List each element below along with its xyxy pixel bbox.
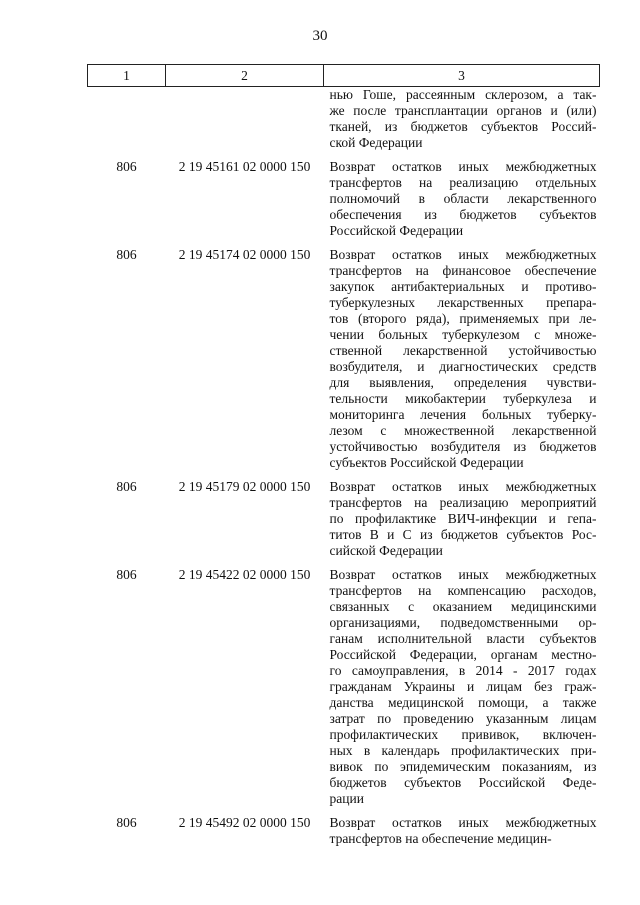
description-line: трансфертов на компенсацию расходов,: [329, 583, 597, 598]
description-line: субъектов Российской Федерации: [329, 455, 524, 470]
description-line: же после трансплантации органов и (или): [329, 103, 597, 118]
description-line: бюджетов субъектов Российской Феде-: [329, 775, 597, 790]
budget-classification-code-cell: 2 19 45179 02 0000 150: [178, 479, 311, 494]
description-line: трансфертов на финансовое обеспечение: [329, 263, 597, 278]
admin-code-cell: 806: [116, 479, 137, 494]
description-line: титов B и C из бюджетов субъектов Рос-: [329, 527, 597, 542]
budget-classification-code-cell: 2 19 45174 02 0000 150: [178, 247, 311, 262]
description-line: возбудителя, и диагностических средств: [329, 359, 597, 374]
description-cell: [324, 815, 600, 855]
description-line: гражданам Украины и лицам без граж-: [329, 679, 597, 694]
description-cell: [324, 247, 600, 479]
description-line: чении больных туберкулезом с множе-: [329, 327, 597, 342]
admin-code-cell: [88, 87, 166, 160]
description-line: ской Федерации: [329, 135, 423, 150]
description-line: тов (второго ряда), применяемых при ле-: [329, 311, 597, 326]
budget-classification-code-cell: [166, 87, 324, 160]
description-line: го самоуправления, в 2014 - 2017 годах: [329, 663, 597, 678]
table-row: [88, 479, 600, 567]
admin-code-cell: 806: [116, 567, 137, 582]
column-header-1: 1: [88, 65, 166, 87]
description-line: профилактических прививок, включен-: [329, 727, 597, 742]
table-body: [88, 87, 600, 856]
description-line: ственной лекарственной устойчивостью: [329, 343, 597, 358]
description-line: по профилактике ВИЧ-инфекции и гепа-: [329, 511, 597, 526]
description-line: Возврат остатков иных межбюджетных: [329, 479, 597, 494]
description-line: закупок антибактериальных и противо-: [329, 279, 597, 294]
description-line: связанных с оказанием медицинскими: [329, 599, 597, 614]
budget-classification-code-cell: 2 19 45492 02 0000 150: [178, 815, 311, 830]
description-line: Возврат остатков иных межбюджетных: [329, 247, 597, 262]
description-line: тельности микобактерии туберкулеза и: [329, 391, 597, 406]
description-line: ных в календарь профилактических при-: [329, 743, 597, 758]
admin-code-cell: 806: [116, 159, 137, 174]
description-line: Возврат остатков иных межбюджетных: [329, 159, 597, 174]
description-line: Возврат остатков иных межбюджетных: [329, 567, 597, 582]
description-line: мониторинга лечения больных туберку-: [329, 407, 597, 422]
table-row: [88, 567, 600, 815]
description-line: организациями, подведомственными ор-: [329, 615, 597, 630]
description-line: ганам исполнительной власти субъектов: [329, 631, 597, 646]
description-line: лезом с множественной лекарственной: [329, 423, 597, 438]
description-line: затрат по проведению указанным лицам: [329, 711, 597, 726]
table-row: [88, 247, 600, 479]
admin-code-cell: 806: [116, 247, 137, 262]
column-header-2: 2: [166, 65, 324, 87]
budget-classification-code-cell: 2 19 45161 02 0000 150: [178, 159, 311, 174]
description-line: тканей, из бюджетов субъектов Россий-: [329, 119, 597, 134]
description-line: устойчивостью возбудителя из бюджетов: [329, 439, 597, 454]
description-cell: [324, 159, 600, 247]
description-cell: [324, 87, 600, 160]
table-row: [88, 815, 600, 855]
table-row: [88, 87, 600, 160]
description-line: для выявления, определения чувстви-: [329, 375, 597, 390]
description-line: сийской Федерации: [329, 543, 443, 558]
table-header-row: [88, 65, 600, 87]
description-line: трансфертов на обеспечение медицин-: [329, 831, 552, 846]
description-line: рации: [329, 791, 364, 806]
description-line: Российской Федерации: [329, 223, 464, 238]
description-line: трансфертов на реализацию мероприятий: [329, 495, 597, 510]
table-row: [88, 159, 600, 247]
description-line: трансфертов на реализацию отдельных: [329, 175, 597, 190]
description-line: туберкулезных лекарственных препара-: [329, 295, 597, 310]
description-line: данства медицинской помощи, а также: [329, 695, 597, 710]
description-cell: [324, 567, 600, 815]
description-line: полномочий в области лекарственного: [329, 191, 597, 206]
description-line: обеспечения из бюджетов субъектов: [329, 207, 597, 222]
budget-classification-code-cell: 2 19 45422 02 0000 150: [178, 567, 311, 582]
admin-code-cell: 806: [116, 815, 137, 830]
column-header-3: 3: [324, 65, 600, 87]
description-line: вивок по эпидемическим показаниям, из: [329, 759, 597, 774]
description-line: Российской Федерации, органам местно-: [329, 647, 597, 662]
budget-code-table: [87, 64, 600, 855]
description-line: нью Гоше, рассеянным склерозом, а так-: [329, 87, 597, 102]
page-number: 30: [312, 28, 328, 44]
description-line: Возврат остатков иных межбюджетных: [329, 815, 597, 830]
description-cell: [324, 479, 600, 567]
